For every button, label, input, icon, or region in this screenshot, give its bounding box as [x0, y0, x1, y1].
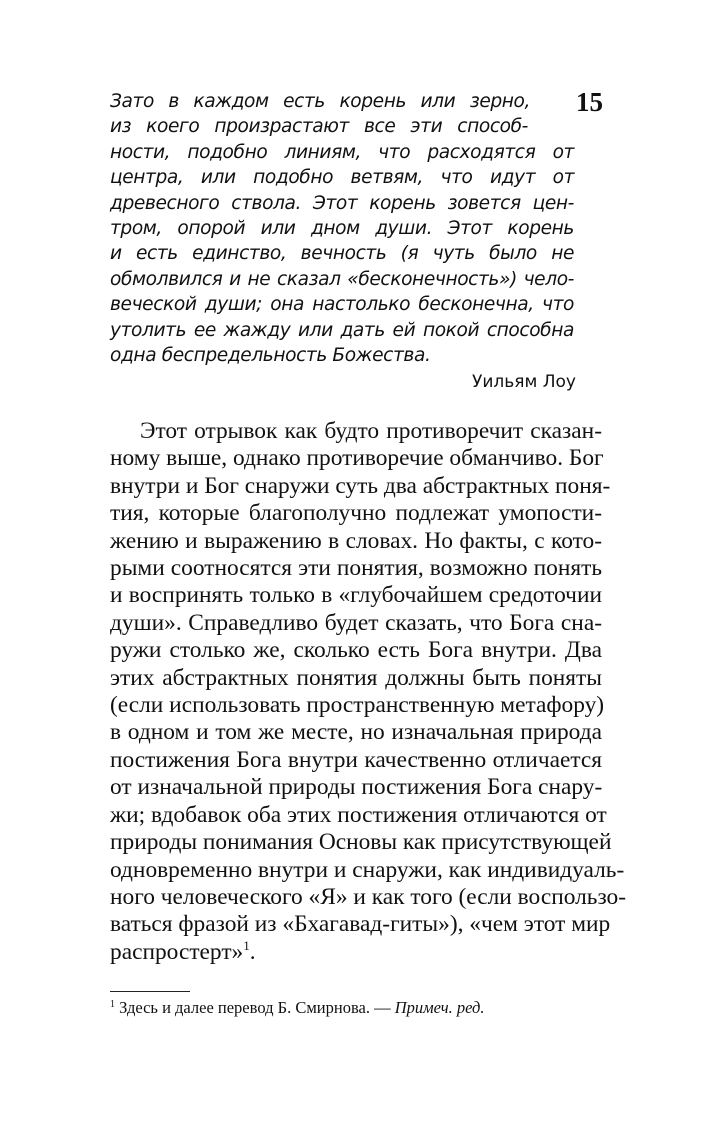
epigraph-line: утолить ее жажду или дать ей покой способна	[110, 319, 574, 341]
body-last-line: распростерт»$^1$.	[110, 937, 256, 965]
body-line: (если использовать пространственную метафору)	[110, 692, 605, 719]
body-line: рыми соотносятся эти понятия, возможно понять	[110, 555, 602, 582]
body-line: в одном и том же месте, но изначальная природа	[110, 719, 602, 746]
epigraph-line: ности, подобно линиям, что расходятся от	[110, 141, 574, 163]
body-line: жи; вдобавок оба этих постижения отличаются от	[110, 801, 607, 828]
epigraph-line: из коего произрастают все эти способ-	[110, 116, 528, 138]
footnote	[110, 997, 602, 1019]
body-line: ного человеческого «Я» и как того (если воспользо-	[110, 883, 627, 910]
footnote-text: Здесь и далее перевод Б. Смирнова. —	[119, 998, 395, 1017]
epigraph-line: веческой души; она настолько бесконечна, что	[110, 294, 574, 316]
body-line: и воспринять только в «глубочайшем средоточии	[110, 582, 602, 609]
epigraph-line: центра, или подобно ветвям, что идут от	[110, 167, 574, 189]
body-paragraph	[110, 418, 627, 966]
body-line: природы понимания Основы как присутствующей	[110, 829, 612, 856]
body-line: ваться фразой из «Бхагавад-гиты»), «чем этот мир	[110, 911, 611, 938]
body-line: ному выше, однако противоречие обманчиво. Бог	[110, 445, 604, 472]
footnote-reference[interactable]: 1	[243, 937, 250, 953]
epigraph-quote	[110, 89, 574, 368]
body-line: этих абстрактных понятия должны быть поняты	[110, 664, 602, 691]
epigraph-line: тром, опорой или дном души. Этот корень	[110, 218, 574, 240]
body-line: Этот отрывок как будто противоречит сказан-	[140, 418, 602, 444]
footnote-divider	[110, 991, 190, 992]
body-line: от изначальной природы постижения Бога снару-	[110, 774, 603, 801]
epigraph-attribution: Уильям Лоу	[472, 372, 576, 392]
footnote-marker: 1	[110, 999, 115, 1010]
epigraph-line: обмолвился и не сказал «бесконечность») чело-	[110, 268, 574, 290]
page-number: 15	[576, 87, 603, 117]
epigraph-line: и есть единство, вечность (я чуть было не	[110, 243, 574, 265]
footnote-editor-note: Примеч. ред.	[394, 998, 485, 1017]
body-line: ружи столько же, сколько есть Бога внутри. Два	[110, 637, 602, 664]
body-line: постижения Бога внутри качественно отличается	[110, 746, 602, 773]
body-line: распростерт»	[110, 938, 244, 965]
body-line: жению и выражению в словах. Но факты, с кото-	[110, 527, 602, 554]
body-line: внутри и Бог снаружи суть два абстрактных поня-	[110, 472, 611, 499]
epigraph-line: Зато в каждом есть корень или зерно,	[110, 91, 530, 112]
epigraph-line: одна беспредельность Божества.	[110, 345, 431, 367]
epigraph-line: древесного ствола. Этот корень зовется цен-	[110, 192, 574, 214]
body-line: одновременно внутри и снаружи, как индивидуаль-	[110, 856, 625, 883]
body-line: души». Справедливо будет сказать, что Бога сна-	[110, 609, 602, 636]
body-line: тия, которые благополучно подлежат умопости-	[110, 500, 602, 527]
